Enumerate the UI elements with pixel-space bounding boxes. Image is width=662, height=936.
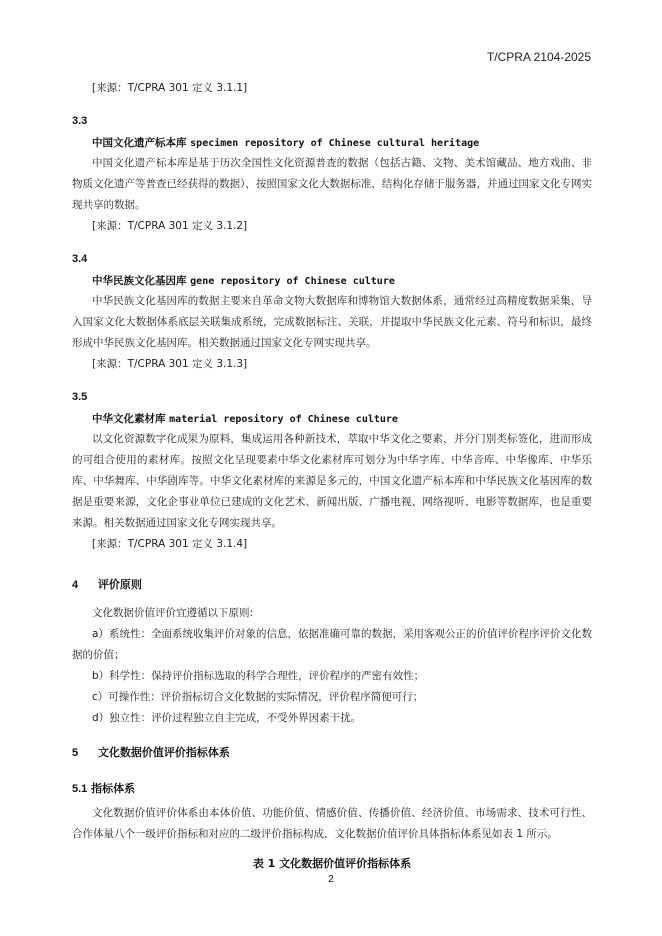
term-zh: 中国文化遗产标本库 [92,137,187,149]
clause-number-3-4: 3.4 [72,253,88,265]
source-3-4: [来源：T/CPRA 301 定义 3.1.3] [92,358,248,370]
source-3-3: [来源：T/CPRA 301 定义 3.1.2] [92,220,248,232]
term-en: gene repository of Chinese culture [190,276,395,287]
section-heading-4 [72,577,592,593]
section-title: 文化数据价值评价指标体系 [97,746,230,759]
source-3-5: [来源：T/CPRA 301 定义 3.1.4] [92,538,248,550]
table-caption: 表 1 文化数据价值评价指标体系 [252,857,412,870]
term-zh: 中华文化素材库 [92,413,166,425]
section-number: 5 [72,747,79,759]
section-number: 4 [72,579,79,591]
indicator-system-paragraph: 文化数据价值评价体系由本体价值、功能价值、情感价值、传播价值、经济价值、市场需求、技术可行性、合作体量八个一级评价指标和对应的二级评价指标构成，文化数据价值评价具体指标体系见如表 1 所示。 [72,807,592,840]
term-en: specimen repository of Chinese cultural heritage [190,138,480,149]
section-title: 评价原则 [97,578,142,591]
term-3-5 [72,410,592,429]
principle-item-b: b）科学性：保持评价指标选取的科学合理性，评价程序的严密有效性； [92,670,425,682]
clause-number-3-5: 3.5 [72,391,88,403]
principle-item-a: a）系统性：全面系统收集评价对象的信息，依据准确可靠的数据，采用客观公正的价值评价程序评价文化数据的价值； [72,628,592,661]
subsection-title: 指标体系 [91,782,136,795]
term-en: material repository of Chinese culture [169,414,398,425]
definition-3-5: 以文化资源数字化成果为原料，集成运用各种新技术，萃取中华文化之要素，并分门别类标签化，进而形成的可组合使用的素材库。按照文化呈现要素中华文化素材库可划分为中华字库、中华音库、中华像库、中华乐库、中华舞库、中华剧库等。中华文化素材库的来源是多元的，中国文化遗产标本库和中华民族文化基因库的数据是重要来源，文化企事业单位已建成的文化艺术、新闻出版、广播电视、网络视听、电影等数据库，也是重要来源。相关数据通过国家文化专网实现共享。 [72,433,592,529]
principles-intro: 文化数据价值评价宜遵循以下原则: [92,607,254,619]
standard-number: T/CPRA 2104-2025 [486,50,591,64]
subsection-number: 5.1 [72,783,88,795]
term-3-4 [72,272,592,291]
principle-item-d: d）独立性：评价过程独立自主完成，不受外界因素干扰。 [92,712,362,724]
page-number: 2 [328,874,334,885]
subsection-heading-5-1 [72,781,592,797]
page-content [72,78,592,871]
term-zh: 中华民族文化基因库 [92,275,187,287]
term-3-3 [72,134,592,153]
clause-number-3-3: 3.3 [72,115,88,127]
source-3-2: [来源：T/CPRA 301 定义 3.1.1] [92,82,248,94]
section-heading-5 [72,745,592,761]
definition-3-3: 中国文化遗产标本库是基于历次全国性文化资源普查的数据（包括古籍、文物、美术馆藏品、地方戏曲、非物质文化遗产等普查已经获得的数据），按照国家文化大数据标准，结构化存储于服务器，并通过国家文化专网实现共享的数据。 [72,157,592,211]
definition-3-4: 中华民族文化基因库的数据主要来自革命文物大数据库和博物馆大数据体系，通常经过高精度数据采集，导入国家文化大数据体系底层关联集成系统，完成数据标注、关联，并提取中华民族文化元素、符号和标识，最终形成中华民族文化基因库。相关数据通过国家文化专网实现共享。 [72,295,592,349]
principle-item-c: c）可操作性：评价指标切合文化数据的实际情况，评价程序简便可行； [92,691,424,703]
